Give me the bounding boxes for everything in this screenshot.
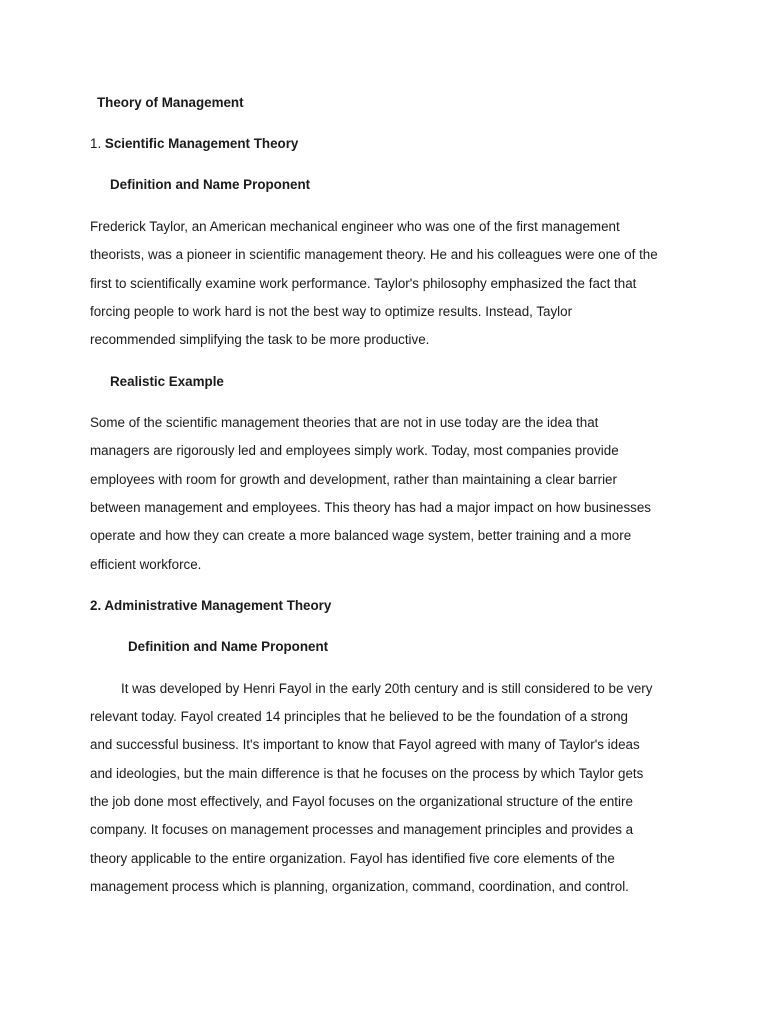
paragraph-line: Some of the scientific management theories that are not in use today are the idea that: [90, 415, 599, 430]
paragraph-line: forcing people to work hard is not the best way to optimize results. Instead, Taylor: [90, 304, 573, 319]
section-1-number: 1.: [90, 136, 105, 151]
paragraph-line: Frederick Taylor, an American mechanical engineer who was one of the first management: [90, 219, 620, 234]
paragraph-line: employees with room for growth and development, rather than maintaining a clear barrier: [90, 472, 617, 487]
paragraph-line: the job done most effectively, and Fayol focuses on the organizational structure of the entire: [90, 794, 633, 809]
paragraph-line: It was developed by Henri Fayol in the early 20th century and is still considered to be very: [121, 681, 653, 696]
section-1-subheading-example: Realistic Example: [110, 374, 224, 389]
paragraph-line: management process which is planning, organization, command, coordination, and control.: [90, 879, 629, 894]
section-1-heading: [90, 135, 298, 153]
paragraph-line: operate and how they can create a more balanced wage system, better training and a more: [90, 528, 632, 543]
paragraph-line: first to scientifically examine work performance. Taylor's philosophy emphasized the fact that: [90, 276, 637, 291]
paragraph-line: company. It focuses on management processes and management principles and provides a: [90, 822, 634, 837]
section-2-heading: 2. Administrative Management Theory: [90, 598, 332, 613]
section-1-subheading-definition: Definition and Name Proponent: [110, 177, 311, 192]
paragraph-line: theory applicable to the entire organization. Fayol has identified five core elements of the: [90, 851, 615, 866]
paragraph-line: and ideologies, but the main difference is that he focuses on the process by which Taylor gets: [90, 766, 644, 781]
paragraph-line: and successful business. It's important to know that Fayol agreed with many of Taylor's ideas: [90, 737, 640, 752]
paragraph-line: between management and employees. This theory has had a major impact on how businesses: [90, 500, 651, 515]
paragraph-line: managers are rigorously led and employees simply work. Today, most companies provide: [90, 443, 619, 458]
paragraph-line: recommended simplifying the task to be more productive.: [90, 332, 430, 347]
paragraph-line: theorists, was a pioneer in scientific management theory. He and his colleagues were one of the: [90, 247, 658, 262]
document-title: Theory of Management: [97, 95, 244, 110]
paragraph-line: relevant today. Fayol created 14 principles that he believed to be the foundation of a strong: [90, 709, 628, 724]
paragraph-line: efficient workforce.: [90, 557, 202, 572]
section-2-subheading-definition: Definition and Name Proponent: [128, 639, 329, 654]
section-1-heading-text: Scientific Management Theory: [104, 136, 299, 151]
